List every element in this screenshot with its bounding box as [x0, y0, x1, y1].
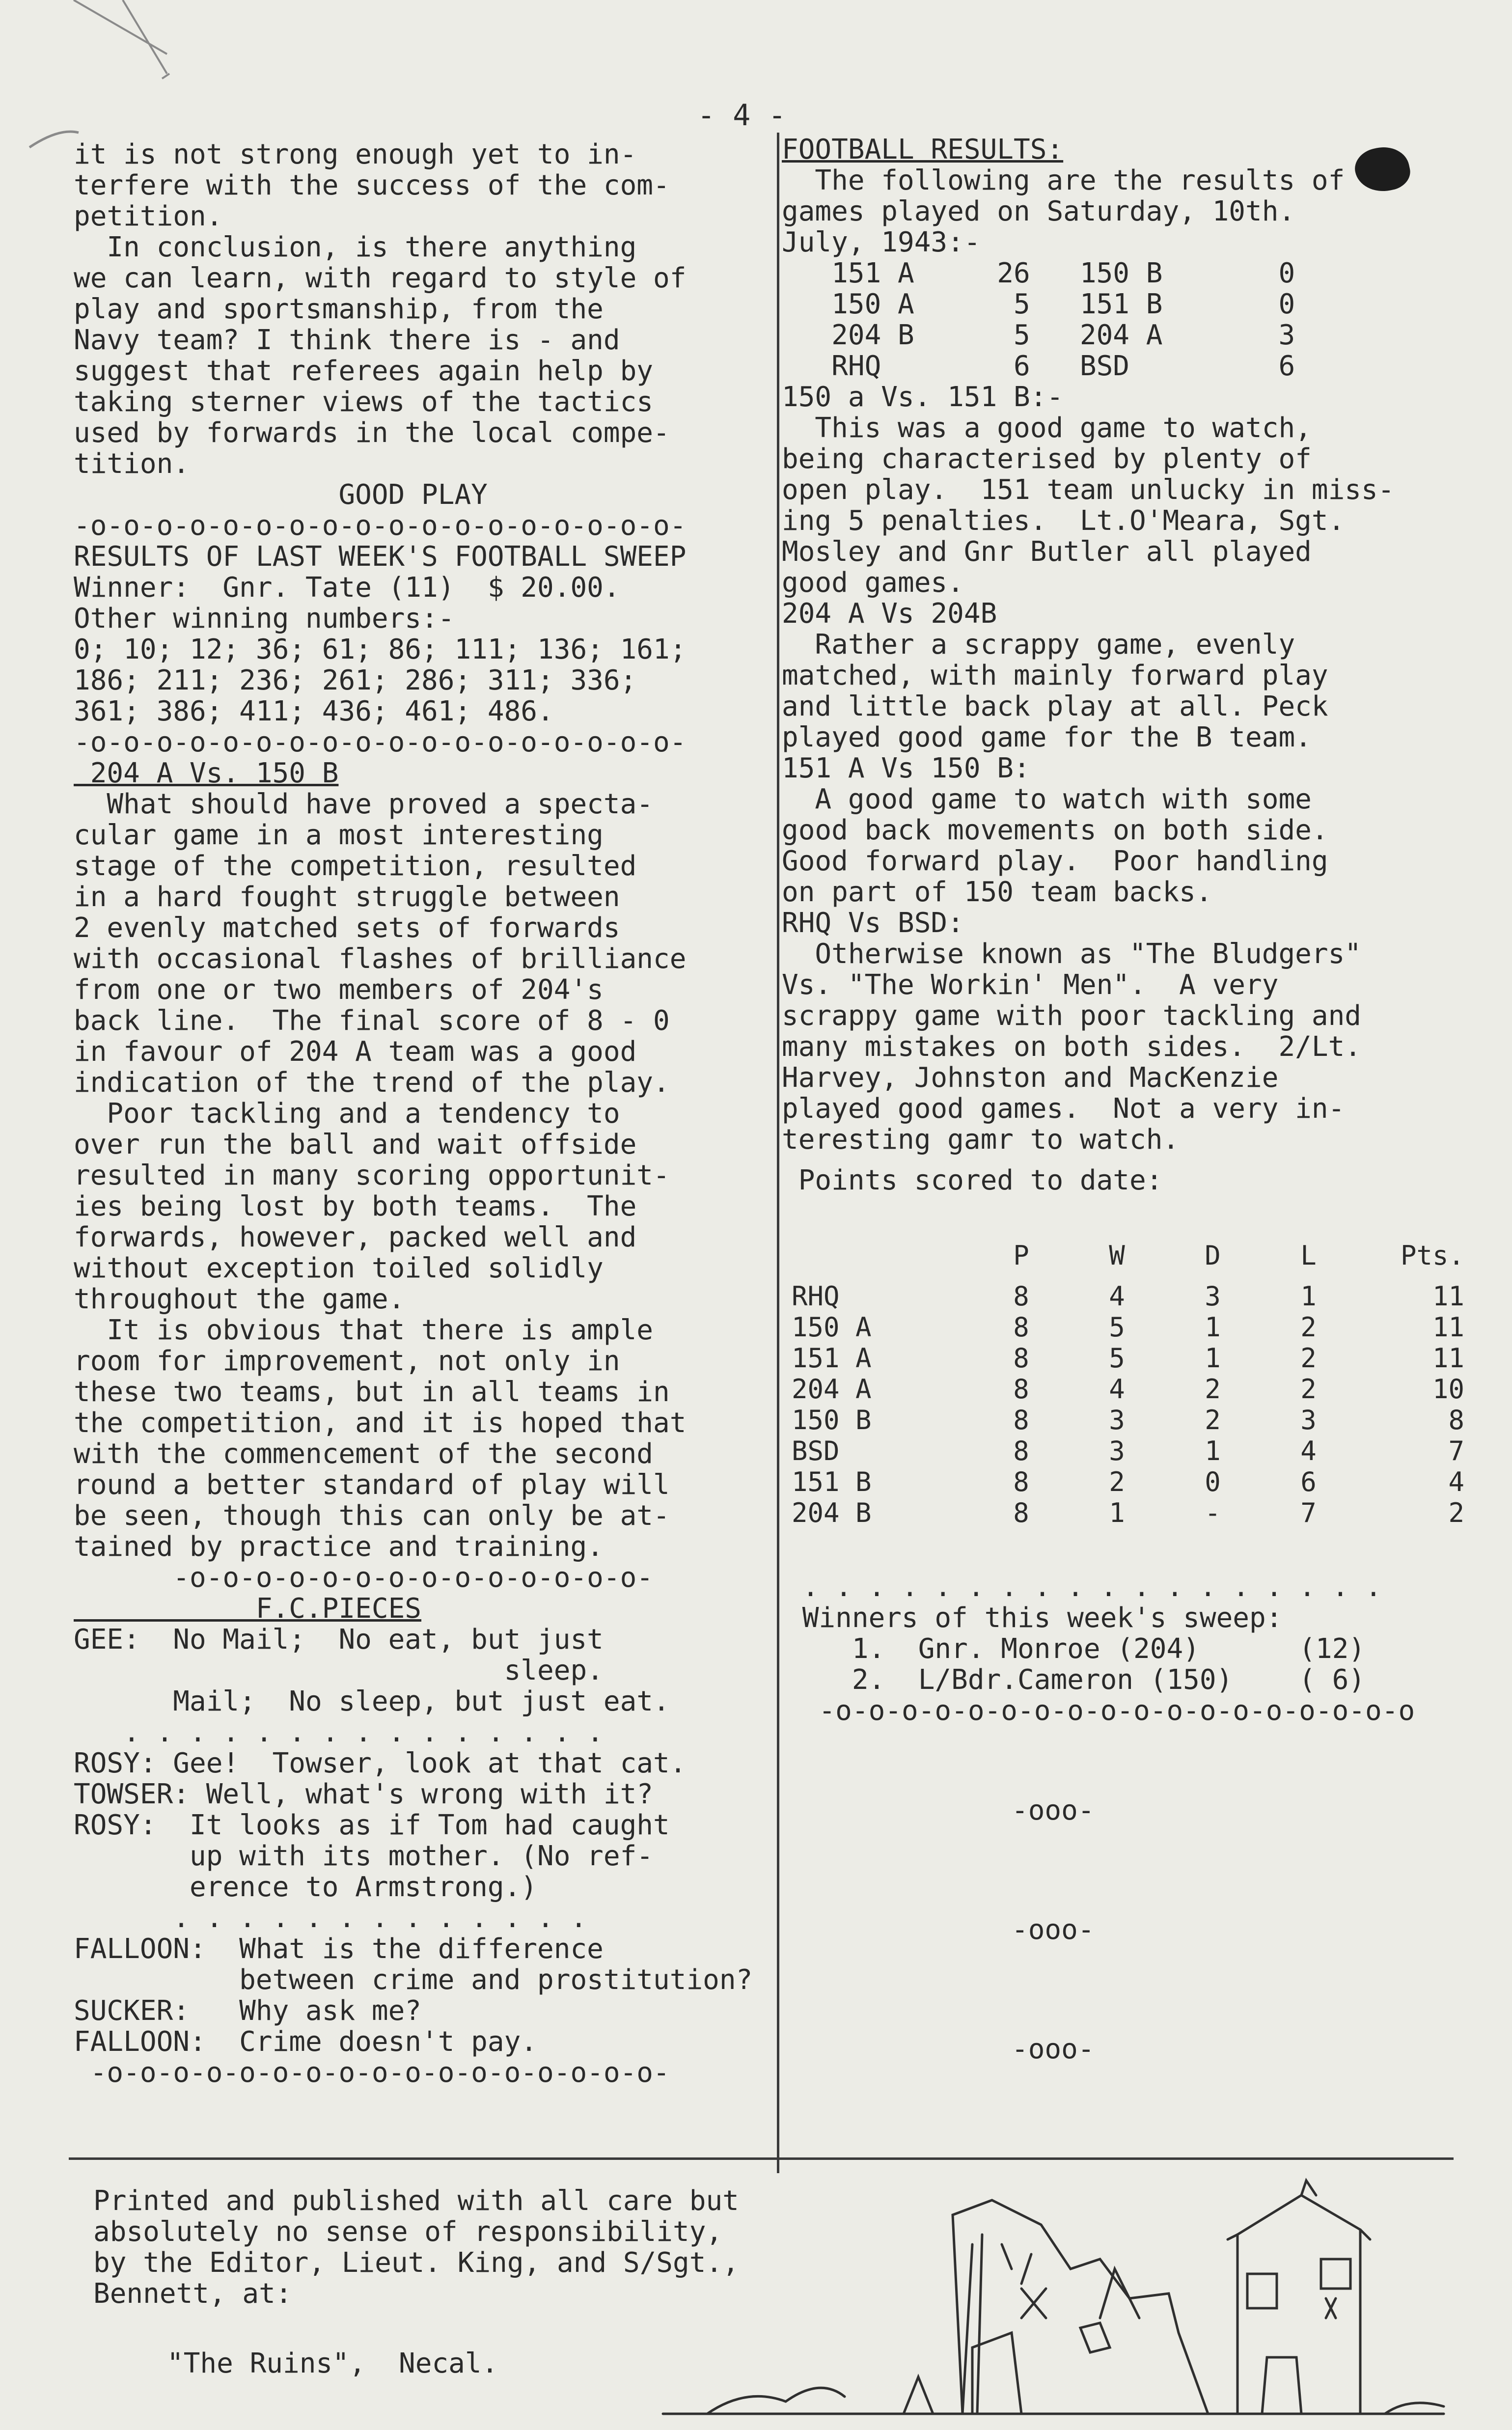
- left-column: [74, 139, 752, 2088]
- table-cell: 8: [1013, 1436, 1029, 1466]
- winners-label: Winners of this week's sweep:: [786, 1602, 1283, 1634]
- table-row: [792, 1312, 1464, 1343]
- sweep-heading: RESULTS OF LAST WEEK'S FOOTBALL SWEEP: [74, 541, 687, 573]
- table-cell: 2: [1300, 1343, 1317, 1374]
- table-header-cell: P: [1013, 1240, 1029, 1271]
- match-report: What should have proved a specta- cular game in a most interesting stage of the competition, resulted in a hard fought struggle between 2 evenly matched sets of forwards with occasional flashes of brilliance from one or two members of 204's back line. The final score of 8 - 0 in favour of 204 A team was a good indication of the trend of the play. Poor tackling and a tendency to over run the ball and wait offside resulted in many scoring opportunit- ies being lost by both teams. The forwards, however, packed well and without exception toiled solidly throughout the game. It is obvious that there is ample room for improvement, not only in these two teams, but in all teams in the competition, and it is hoped that with the commencement of the second round a better standard of play will be seen, though this can only be at- tained by practice and training.: [74, 788, 687, 1563]
- imprint-text: Printed and published with all care but absolutely no sense of responsibility, by the Editor, Lieut. King, and S/Sgt., Bennett, at:: [93, 2185, 739, 2310]
- table-header-cell: Pts.: [1400, 1240, 1464, 1271]
- table-cell: 2: [1205, 1405, 1221, 1436]
- table-row: [792, 1466, 1464, 1497]
- signature: GOOD PLAY: [74, 479, 488, 511]
- table-cell: 8: [1013, 1405, 1029, 1436]
- table-header-cell: D: [1205, 1240, 1221, 1271]
- match-reports: 150 a Vs. 151 B:- This was a good game to watch, being characterised by plenty of open play. 151 team unlucky in miss- ing 5 penalties. Lt.O'Meara, Sgt. Mosley and Gnr Butler all played good games. 204 A Vs 204B Rather a scrappy game, evenly matched, with mainly forward play and little back play at all. Peck played good game for the B team. 151 A Vs 150 B: A good game to watch with some good back movements on both side. Good forward play. Poor handling on part of 150 team backs. RHQ Vs BSD: Otherwise known as "The Bludgers" Vs. "The Workin' Men". A very scrappy game with poor tackling and many mistakes on both sides. 2/Lt. Harvey, Johnston and MacKenzie played good games. Not a very in- teresting gamr to watch.: [782, 381, 1395, 1156]
- table-header-cell: [792, 1240, 973, 1271]
- jokes: GEE: No Mail; No eat, but just sleep. Mail; No sleep, but just eat. . . . . . . . . . . . . . . . ROSY: Gee! Towser, look at that cat. TOWSER: Well, what's wrong with it? ROSY: It looks as if Tom had caught up with its mother. (No ref- erence to Armstrong.) . . . . . . . . . . . . . FALLOON: What is the difference between crime and prostitution? SUCKER: Why ask me? FALLOON: Crime doesn't pay. -o-o-o-o-o-o-o-o-o-o-o-o-o-o-o-o-o-: [74, 1624, 753, 2089]
- table-cell: 11: [1432, 1343, 1464, 1374]
- separator-mark: -ooo-: [1012, 2033, 1095, 2065]
- winners-list: 1. Gnr. Monroe (204) (12) 2. L/Bdr.Cameron (150) ( 6): [852, 1633, 1366, 1696]
- match-heading: 204 A Vs. 150 B: [74, 757, 339, 789]
- results-intro: The following are the results of games played on Saturday, 10th. July, 1943:-: [782, 165, 1345, 258]
- table-cell: 204 B: [792, 1497, 872, 1528]
- imprint-place: "The Ruins", Necal.: [167, 2347, 498, 2379]
- table-cell: 2: [1448, 1497, 1464, 1528]
- table-cell: 6: [1300, 1466, 1317, 1497]
- table-cell: 4: [1448, 1466, 1464, 1497]
- page-number: - 4 -: [697, 98, 786, 133]
- table-header-row: [792, 1240, 1464, 1271]
- results-lines: 151 A 26 150 B 0 150 A 5 151 B 0 204 B 5 204 A 3 RHQ 6 BSD 6: [831, 257, 1295, 382]
- dots-line: . . . . . . . . . . . . . . . . . .: [786, 1571, 1382, 1603]
- table-cell: 8: [1013, 1343, 1029, 1374]
- separator-mark: -ooo-: [1012, 1914, 1095, 1946]
- table-cell: 151 B: [792, 1466, 872, 1497]
- footer-divider-line: [69, 2157, 1454, 2160]
- table-cell: 8: [1013, 1497, 1029, 1528]
- sweep-other-label: Other winning numbers:-: [74, 603, 455, 635]
- separator-mark: -ooo-: [1012, 1795, 1095, 1826]
- table-cell: 2: [1300, 1374, 1317, 1405]
- table-cell: 7: [1300, 1497, 1317, 1528]
- table-cell: 11: [1432, 1312, 1464, 1343]
- table-row: [792, 1374, 1464, 1405]
- table-row: [792, 1497, 1464, 1528]
- divider: -o-o-o-o-o-o-o-o-o-o-o-o-o-o-: [74, 1562, 654, 1594]
- table-cell: 11: [1432, 1281, 1464, 1312]
- divider: -o-o-o-o-o-o-o-o-o-o-o-o-o-o-o-o-o-o-: [74, 726, 687, 758]
- table-cell: 3: [1300, 1405, 1317, 1436]
- column-divider-line: [777, 133, 779, 2173]
- table-cell: 7: [1448, 1436, 1464, 1466]
- divider: -o-o-o-o-o-o-o-o-o-o-o-o-o-o-o-o-o-o-: [74, 510, 687, 542]
- right-column: [782, 134, 1394, 1196]
- pieces-heading: F.C.PIECES: [74, 1593, 422, 1625]
- table-cell: 5: [1109, 1312, 1125, 1343]
- table-cell: 1: [1205, 1343, 1221, 1374]
- pencil-scribble-mark: [0, 0, 246, 157]
- sweep-winner: Winner: Gnr. Tate (11) $ 20.00.: [74, 572, 620, 604]
- table-cell: 2: [1205, 1374, 1221, 1405]
- table-cell: BSD: [792, 1436, 840, 1466]
- sweep-other-numbers: 0; 10; 12; 36; 61; 86; 111; 136; 161; 186; 211; 236; 261; 286; 311; 336; 361; 386; 411; 436; 461; 486.: [74, 634, 687, 727]
- table-cell: 150 A: [792, 1312, 872, 1343]
- points-label: Points scored to date:: [782, 1164, 1163, 1196]
- table-cell: 151 A: [792, 1343, 872, 1374]
- table-cell: 3: [1205, 1281, 1221, 1312]
- table-cell: 8: [1013, 1466, 1029, 1497]
- table-row: [792, 1343, 1464, 1374]
- right-column-bottom: [786, 1572, 1415, 2065]
- table-cell: 8: [1013, 1374, 1029, 1405]
- table-cell: 150 B: [792, 1405, 872, 1436]
- table-cell: 4: [1109, 1281, 1125, 1312]
- table-cell: 1: [1205, 1436, 1221, 1466]
- table-cell: 8: [1013, 1312, 1029, 1343]
- table-header-cell: W: [1109, 1240, 1125, 1271]
- table-cell: 8: [1013, 1281, 1029, 1312]
- table-cell: RHQ: [792, 1281, 840, 1312]
- table-header-cell: L: [1300, 1240, 1317, 1271]
- table-cell: 2: [1109, 1466, 1125, 1497]
- results-heading: FOOTBALL RESULTS:: [782, 134, 1064, 166]
- table-row: [792, 1405, 1464, 1436]
- intro-paragraph: it is not strong enough yet to in- terfere with the success of the com- petition. In conclusion, is there anything we can learn, with regard to style of play and sportsmanship, from the Navy team? I think there is - and suggest that referees again help by taking sterner views of the tactics used by forwards in the local compe- tition.: [74, 138, 687, 480]
- table-row: [792, 1436, 1464, 1466]
- table-cell: 0: [1205, 1466, 1221, 1497]
- table-cell: 5: [1109, 1343, 1125, 1374]
- table-cell: 2: [1300, 1312, 1317, 1343]
- table-cell: 8: [1448, 1405, 1464, 1436]
- table-cell: 1: [1109, 1497, 1125, 1528]
- ruins-sketch: [658, 2171, 1454, 2421]
- table-cell: 10: [1432, 1374, 1464, 1405]
- table-cell: 3: [1109, 1405, 1125, 1436]
- table-cell: 4: [1109, 1374, 1125, 1405]
- table-cell: 3: [1109, 1436, 1125, 1466]
- points-table: [792, 1240, 1464, 1528]
- table-cell: 1: [1205, 1312, 1221, 1343]
- table-cell: 4: [1300, 1436, 1317, 1466]
- table-row: [792, 1281, 1464, 1312]
- divider: -o-o-o-o-o-o-o-o-o-o-o-o-o-o-o-o-o-o: [786, 1695, 1415, 1727]
- table-cell: -: [1205, 1497, 1221, 1528]
- table-cell: 204 A: [792, 1374, 872, 1405]
- table-cell: 1: [1300, 1281, 1317, 1312]
